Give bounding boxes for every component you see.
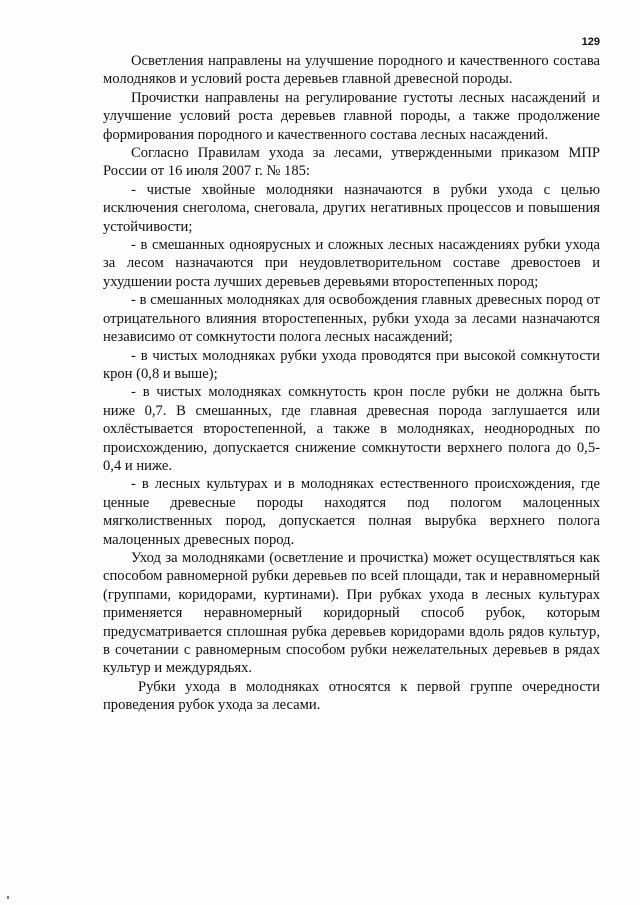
paragraph-cleaning: Прочистки направлены на регулирование густоты лесных насаждений и улучшение условий роста деревьев главной породы, а также продолжение формирования породного и качественного состава лесных насаждений. [103, 89, 600, 143]
list-item-pure-density: - в чистых молодняках рубки ухода проводятся при высокой сомкнутости крон (0,8 и выше); [103, 347, 600, 382]
list-item-mixed-stands: - в смешанных одноярусных и сложных лесных насаждениях рубки ухода за лесом назначаются при неудовлетворительном составе древостоев и ухудшении роста лучших деревьев деревьями второстепенных пород; [103, 237, 600, 290]
list-item-pure-closure: - в чистых молодняках сомкнутость крон после рубки не должна быть ниже 0,7. В смешанных, где главная древесная порода заглушается или охлёстывается второстепенной, а также в молодняках, неоднородных по происхождению, допускается снижение сомкнутости верхнего полога до 0,5-0,4 и ниже. [103, 384, 600, 474]
document-body [103, 52, 600, 715]
page-number: 129 [581, 36, 600, 48]
list-item-mixed-young: - в смешанных молодняках для освобождения главных древесных пород от отрицательного влияния второстепенных, рубки ухода за лесами назначаются независимо от сомкнутости полога лесных насаждений; [103, 292, 600, 346]
list-item-plantations: - в лесных культурах и в молодняках естественного происхождения, где ценные древесные породы находятся под пологом малоценных мягколиственных пород, допускается полная вырубка верхнего полога малоценных древесных пород. [103, 476, 600, 548]
paragraph-priority: Рубки ухода в молодняках относятся к первой группе очередности проведения рубок ухода за лесами. [103, 678, 600, 714]
paragraph-thinning: Осветления направлены на улучшение породного и качественного состава молодняков и условий роста деревьев главной древесной породы. [103, 53, 600, 88]
list-item-coniferous: - чистые хвойные молодняки назначаются в рубки ухода с целью исключения снеголома, снеговала, других негативных процессов и повышения устойчивости; [103, 181, 600, 235]
paragraph-rules-intro: Согласно Правилам ухода за лесами, утвержденными приказом МПР России от 16 июля 2007 г. № 185: [103, 145, 600, 180]
scan-artifact [7, 896, 9, 899]
paragraph-care-methods: Уход за молодняками (осветление и прочистка) может осуществляться как способом равномерной рубки деревьев по всей площади, так и неравномерный (группами, коридорами, куртинами). При рубках ухода в лесных культурах применяется неравномерный коридорный способ рубок, которым предусматривается сплошная рубка деревьев коридорами вдоль рядов культур, в сочетании с равномерным способом рубки нежелательных деревьев в рядах культур и междурядьях. [103, 549, 600, 677]
